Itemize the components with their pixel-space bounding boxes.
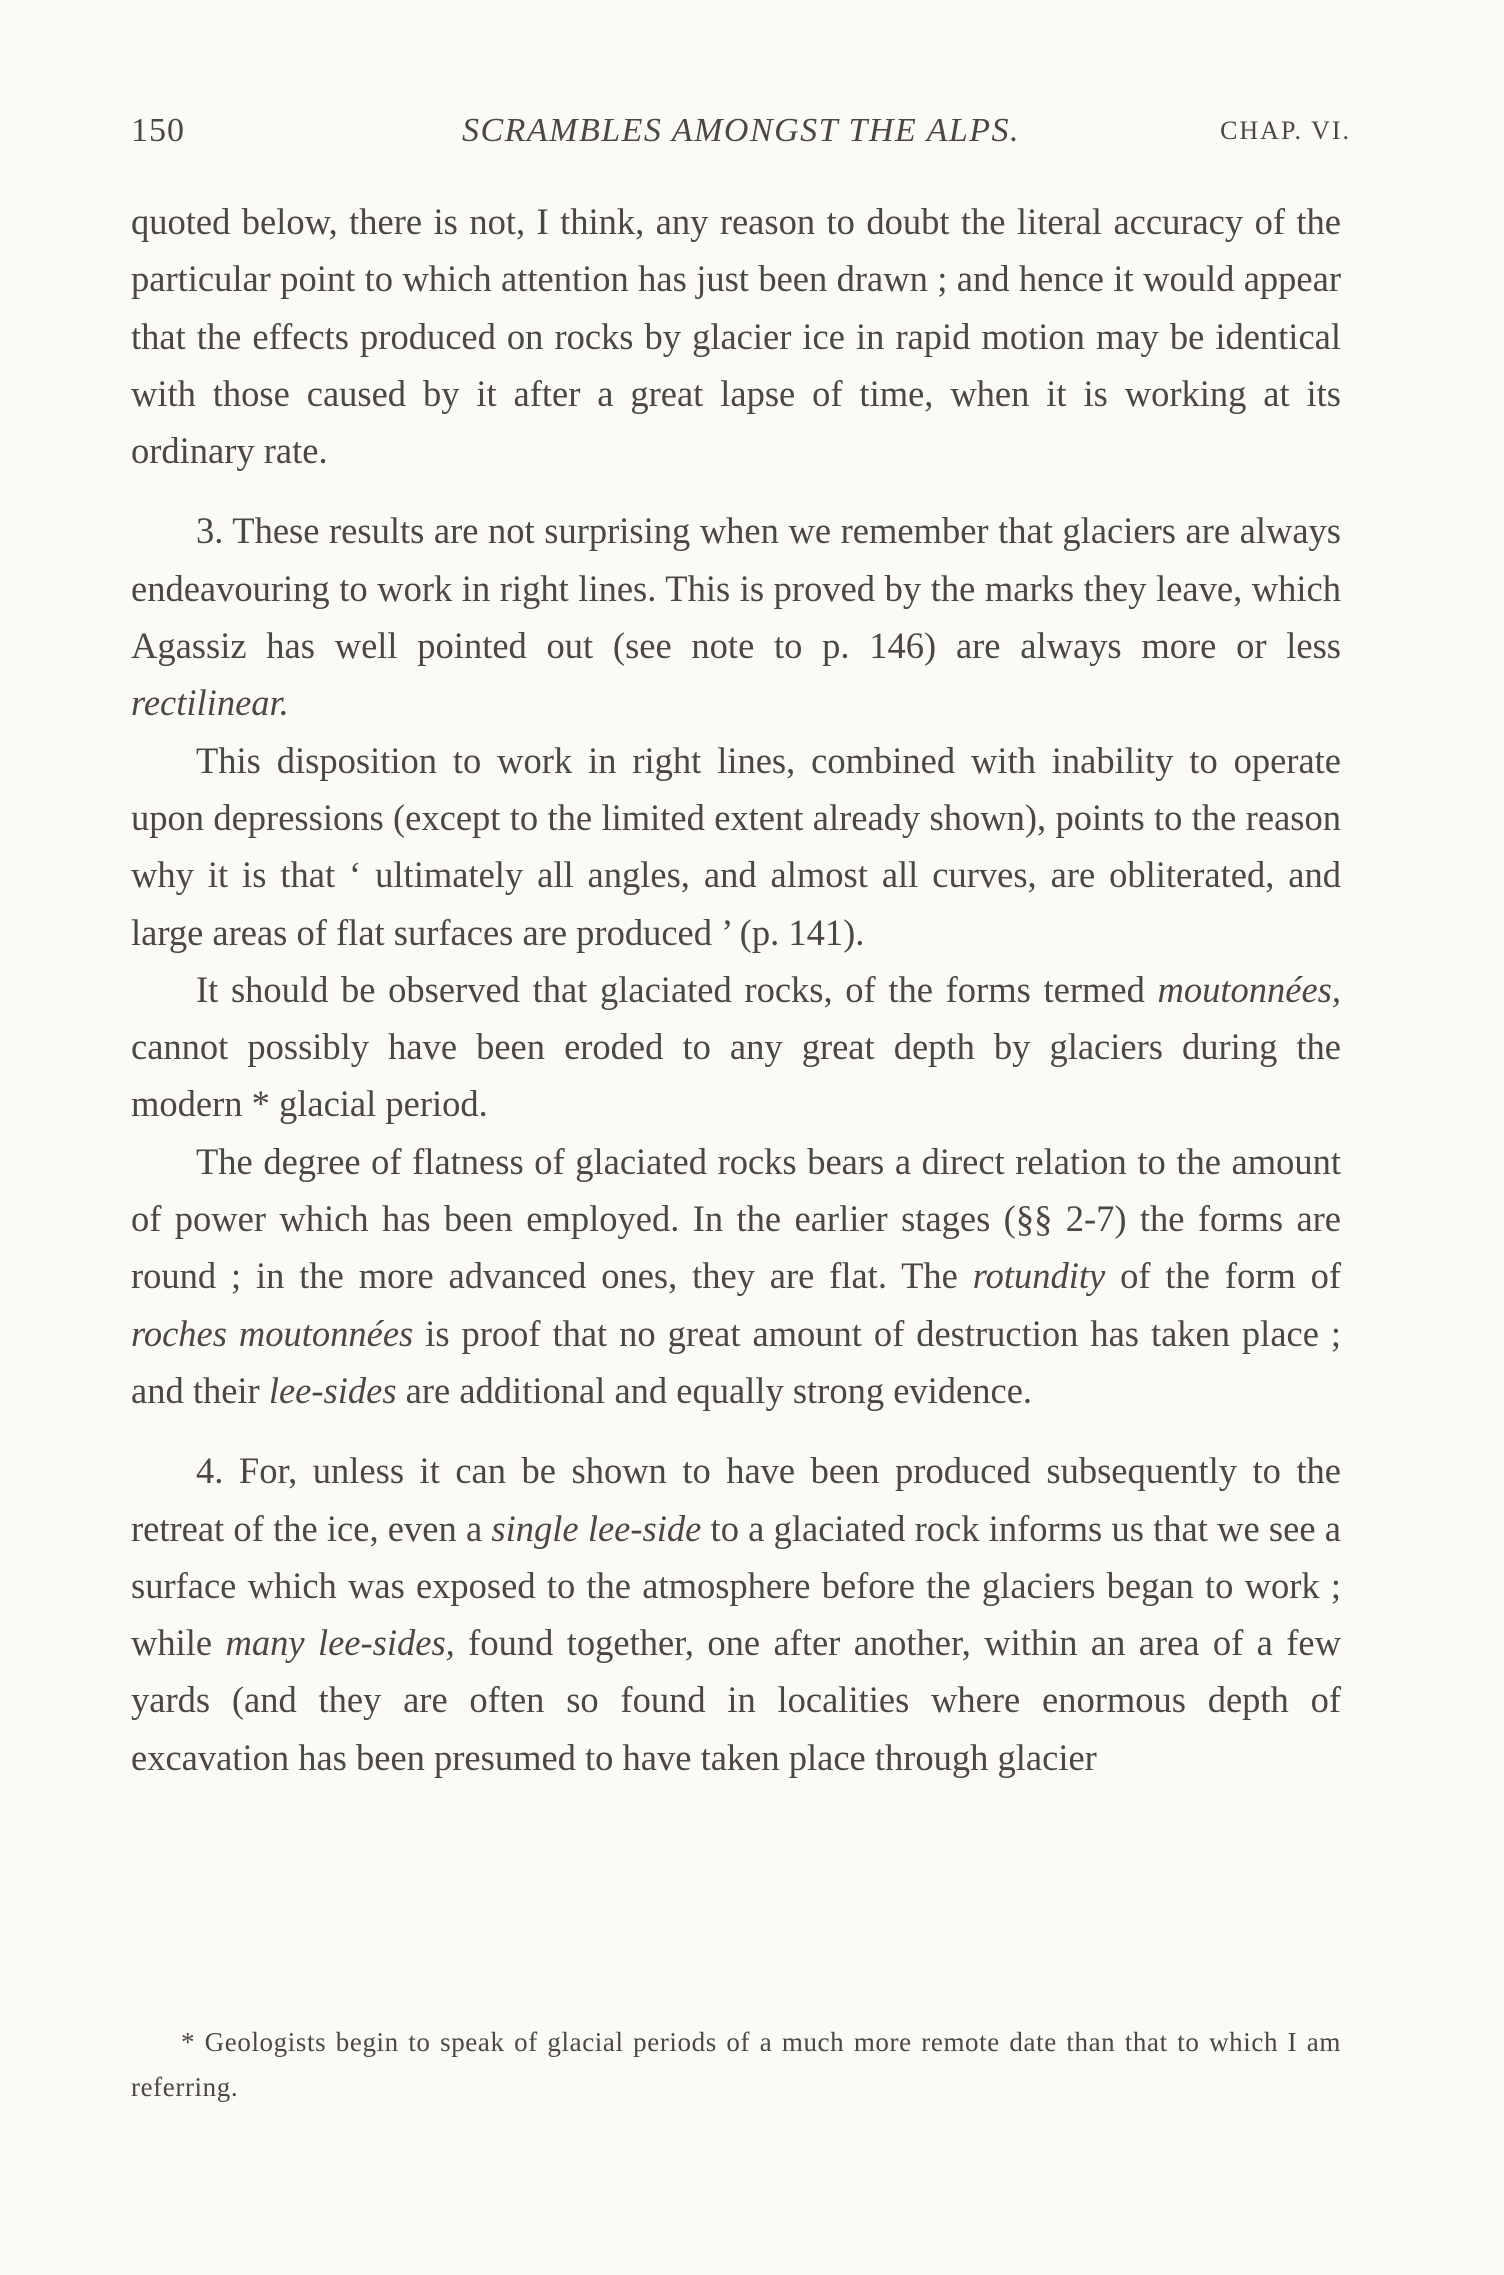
paragraph-right-lines	[131, 732, 1341, 961]
text-run: 4. For, unless it can be shown to have been produced subsequently to the retreat of the ice, even a	[131, 1450, 1341, 1549]
text-run: are additional and equally strong evidence.	[396, 1369, 1033, 1411]
text-run: It should be observed that glaciated rocks, of the forms termed	[196, 968, 1158, 1010]
paragraph-moutonnees	[131, 961, 1341, 1133]
chapter-label: CHAP. VI.	[1220, 116, 1351, 145]
text-run: cannot possibly have been eroded to any great depth by glaciers during the modern * glacial period.	[131, 1026, 1341, 1125]
text-run: to a glaciated rock informs us that we see a surface which was exposed to the atmosphere before the glaciers began to work ; while	[131, 1507, 1341, 1664]
text-run: The degree of flatness of glaciated rocks bears a direct relation to the amount of power which has been employed. In the earlier stages (§§ 2-7) the forms are round ; in the more advanced ones, they are flat. The	[131, 1140, 1341, 1297]
italic-text: rotundity	[972, 1255, 1106, 1297]
paragraph-section-3	[131, 502, 1341, 731]
footnote: * Geologists begin to speak of glacial periods of a much more remote date than that to which I am referring.	[131, 2027, 1341, 2102]
paragraph-flatness	[131, 1133, 1341, 1419]
body-text	[131, 193, 1341, 1786]
italic-text: roches moutonnées	[131, 1312, 414, 1354]
page-number: 150	[131, 112, 185, 149]
text-run: quoted below, there is not, I think, any reason to doubt the literal accuracy of the particular point to which attention has just been drawn ; and hence it would appear that the effects produced on rocks by glacier ice in rapid motion may be identical with those caused by it after a great lapse of time, when it is working at its ordinary rate.	[131, 201, 1341, 472]
text-run: found together, one after another, within an area of a few yards (and they are often so found in localities where enormous depth of excavation has been presumed to have taken place through glacier	[131, 1622, 1341, 1778]
text-run: is proof that no great amount of destruction has taken place ; and their	[131, 1312, 1341, 1411]
paragraph-continued	[131, 193, 1341, 479]
running-title: SCRAMBLES AMONGST THE ALPS.	[461, 112, 1021, 149]
text-run: This disposition to work in right lines, combined with inability to operate upon depressions (except to the limited extent already shown), points to the reason why it is that ‘ ultimately all angles, and almost all curves, are obliterated, and large areas of flat surfaces are produced ’ (p. 141).	[131, 739, 1341, 953]
paragraph-section-4	[131, 1442, 1341, 1786]
text-run: 3. These results are not surprising when we remember that glaciers are always endeavouring to work in right lines. This is proved by the marks they leave, which Agassiz has well pointed out (see note to p. 146) are always more or less	[131, 510, 1341, 667]
italic-text: moutonnées,	[1157, 968, 1341, 1010]
italic-text: rectilinear.	[131, 682, 289, 724]
text-run: of the form of	[1105, 1255, 1341, 1297]
page-header	[131, 112, 1351, 162]
italic-text: many lee-sides,	[225, 1622, 455, 1664]
italic-text: lee-sides	[268, 1369, 397, 1411]
italic-text: single lee-side	[491, 1507, 702, 1549]
